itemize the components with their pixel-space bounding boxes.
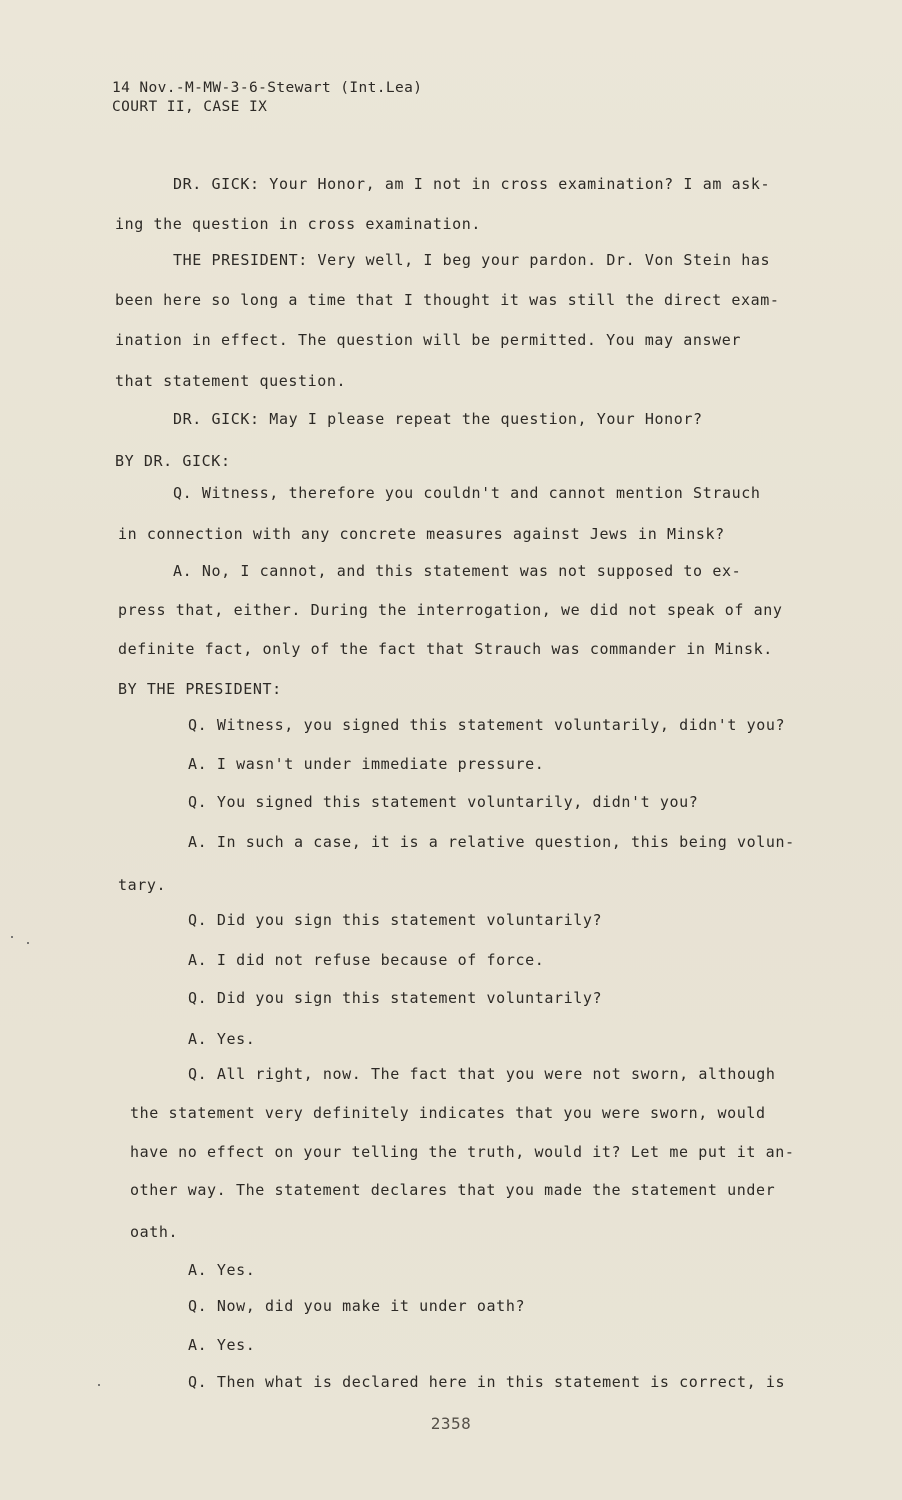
text-line: been here so long a time that I thought it was still the direct exam- xyxy=(115,291,780,309)
text-line: have no effect on your telling the truth, would it? Let me put it an- xyxy=(130,1143,795,1161)
text-line: Q. Did you sign this statement voluntarily? xyxy=(188,989,603,1007)
text-line: BY THE PRESIDENT: xyxy=(118,680,282,698)
text-line: DR. GICK: Your Honor, am I not in cross examination? I am ask- xyxy=(173,175,771,193)
text-line: press that, either. During the interrogation, we did not speak of any xyxy=(118,601,783,619)
text-line: DR. GICK: May I please repeat the question, Your Honor? xyxy=(173,410,703,428)
text-line: Q. Now, did you make it under oath? xyxy=(188,1297,526,1315)
header-line-2: COURT II, CASE IX xyxy=(112,99,268,115)
text-line: tary. xyxy=(118,876,167,894)
text-line: the statement very definitely indicates that you were sworn, would xyxy=(130,1104,766,1122)
text-line: ing the question in cross examination. xyxy=(115,215,481,233)
paper-speck xyxy=(27,942,29,944)
text-line: in connection with any concrete measures against Jews in Minsk? xyxy=(118,525,725,543)
text-line: Q. All right, now. The fact that you were not sworn, although xyxy=(188,1065,776,1083)
text-line: A. I did not refuse because of force. xyxy=(188,951,545,969)
text-line: A. Yes. xyxy=(188,1336,256,1354)
text-line: A. Yes. xyxy=(188,1261,256,1279)
paper-speck xyxy=(98,1384,100,1386)
text-line: A. No, I cannot, and this statement was not supposed to ex- xyxy=(173,562,742,580)
text-line: Q. Did you sign this statement voluntarily? xyxy=(188,911,603,929)
text-line: Q. Then what is declared here in this statement is correct, is xyxy=(188,1373,786,1391)
text-line: that statement question. xyxy=(115,372,347,390)
page-number: 2358 xyxy=(430,1414,472,1433)
text-line: A. I wasn't under immediate pressure. xyxy=(188,755,545,773)
text-line: THE PRESIDENT: Very well, I beg your pardon. Dr. Von Stein has xyxy=(173,251,771,269)
text-line: A. In such a case, it is a relative question, this being volun- xyxy=(188,833,795,851)
text-line: BY DR. GICK: xyxy=(115,452,231,470)
text-line: other way. The statement declares that you made the statement under xyxy=(130,1181,776,1199)
header-line-1: 14 Nov.-M-MW-3-6-Stewart (Int.Lea) xyxy=(112,80,423,96)
text-line: oath. xyxy=(130,1223,179,1241)
text-line: ination in effect. The question will be permitted. You may answer xyxy=(115,331,741,349)
text-line: A. Yes. xyxy=(188,1030,256,1048)
text-line: Q. You signed this statement voluntarily, didn't you? xyxy=(188,793,699,811)
paper-speck xyxy=(11,936,13,938)
text-line: Q. Witness, you signed this statement voluntarily, didn't you? xyxy=(188,716,786,734)
text-line: Q. Witness, therefore you couldn't and cannot mention Strauch xyxy=(173,484,761,502)
text-line: definite fact, only of the fact that Strauch was commander in Minsk. xyxy=(118,640,773,658)
